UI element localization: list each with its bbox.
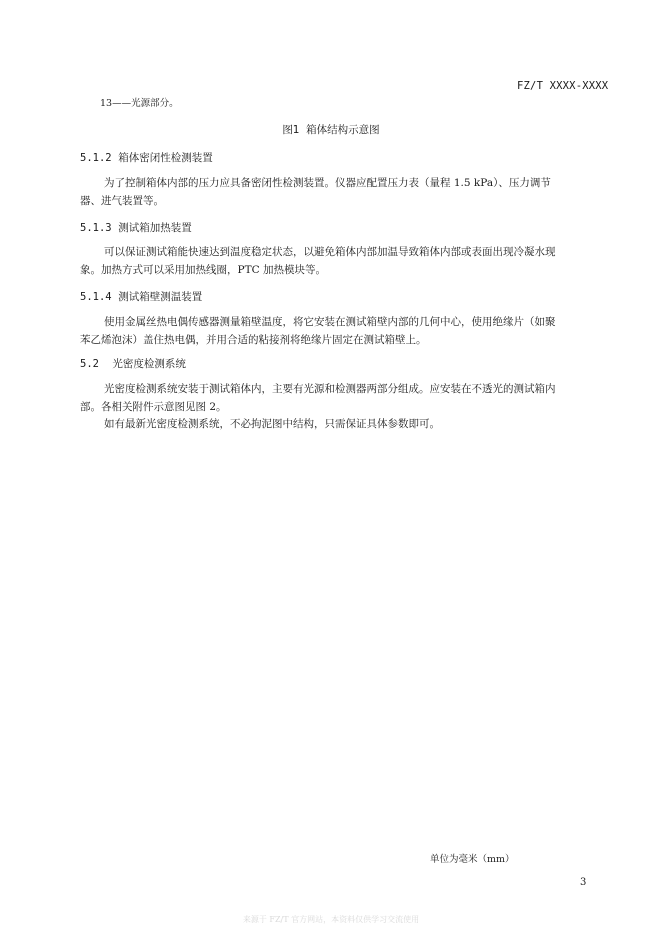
section-heading-5-2 [80,356,186,371]
paragraph-line: 苯乙烯泡沫）盖住热电偶，并用合适的粘接剂将绝缘片固定在测试箱壁上。 [80,334,427,346]
section-title: 箱体密闭性检测装置 [118,152,213,164]
footer-watermark: 来源于 FZ/T 官方网站，本资料仅供学习交流使用 [242,915,420,924]
paragraph-line: 使用金属丝热电偶传感器测量箱壁温度，将它安装在测试箱壁内部的几何中心，使用绝缘片（如聚 [104,316,556,328]
section-number: 5.2 [80,358,99,370]
paragraph-continuation [80,261,620,279]
figure-title: 图1 箱体结构示意图 [282,124,380,136]
paragraph-line: 部。各相关附件示意图见图 2。 [80,401,227,413]
section-title: 测试箱壁测温装置 [118,291,203,303]
unit-note: 单位为毫米（mm） [430,854,515,865]
section-number: 5.1.3 [80,222,112,234]
section-heading-5-1-3 [80,220,192,235]
section-number: 5.1.2 [80,152,112,164]
document-code: FZ/T XXXX-XXXX [517,80,609,92]
paragraph-line: 为了控制箱体内部的压力应具备密闭性检测装置。仪器应配置压力表（量程 1.5 kPa）、压力调节 [104,177,551,189]
paragraph-line: 象。加热方式可以采用加热线圈，PTC 加热模块等。 [80,264,326,276]
paragraph-line: 器、进气装置等。 [80,195,164,207]
section-heading-5-1-4 [80,289,202,304]
paragraph-line: 光密度检测系统安装于测试箱体内，主要有光源和检测器两部分组成。应安装在不透光的测试箱内 [104,383,556,395]
paragraph-continuation [80,331,620,349]
paragraph-line: 如有最新光密度检测系统，不必拘泥图中结构，只需保证具体参数即可。 [104,418,440,430]
section-title: 测试箱加热装置 [118,222,192,234]
section-title: 光密度检测系统 [112,358,186,370]
paragraph [104,174,624,192]
section-number: 5.1.4 [80,291,112,303]
paragraph [104,380,624,398]
paragraph-line: 可以保证测试箱能快速达到温度稳定状态，以避免箱体内部加温导致箱体内部或表面出现冷凝水现 [104,246,556,258]
paragraph [104,243,624,261]
paragraph [104,415,624,433]
paragraph [104,313,624,331]
figure-legend-line: 13——光源部分。 [100,98,179,109]
paragraph-continuation [80,192,620,210]
section-heading-5-1-2 [80,150,213,165]
paragraph-continuation [80,398,620,416]
page-number: 3 [580,877,587,888]
